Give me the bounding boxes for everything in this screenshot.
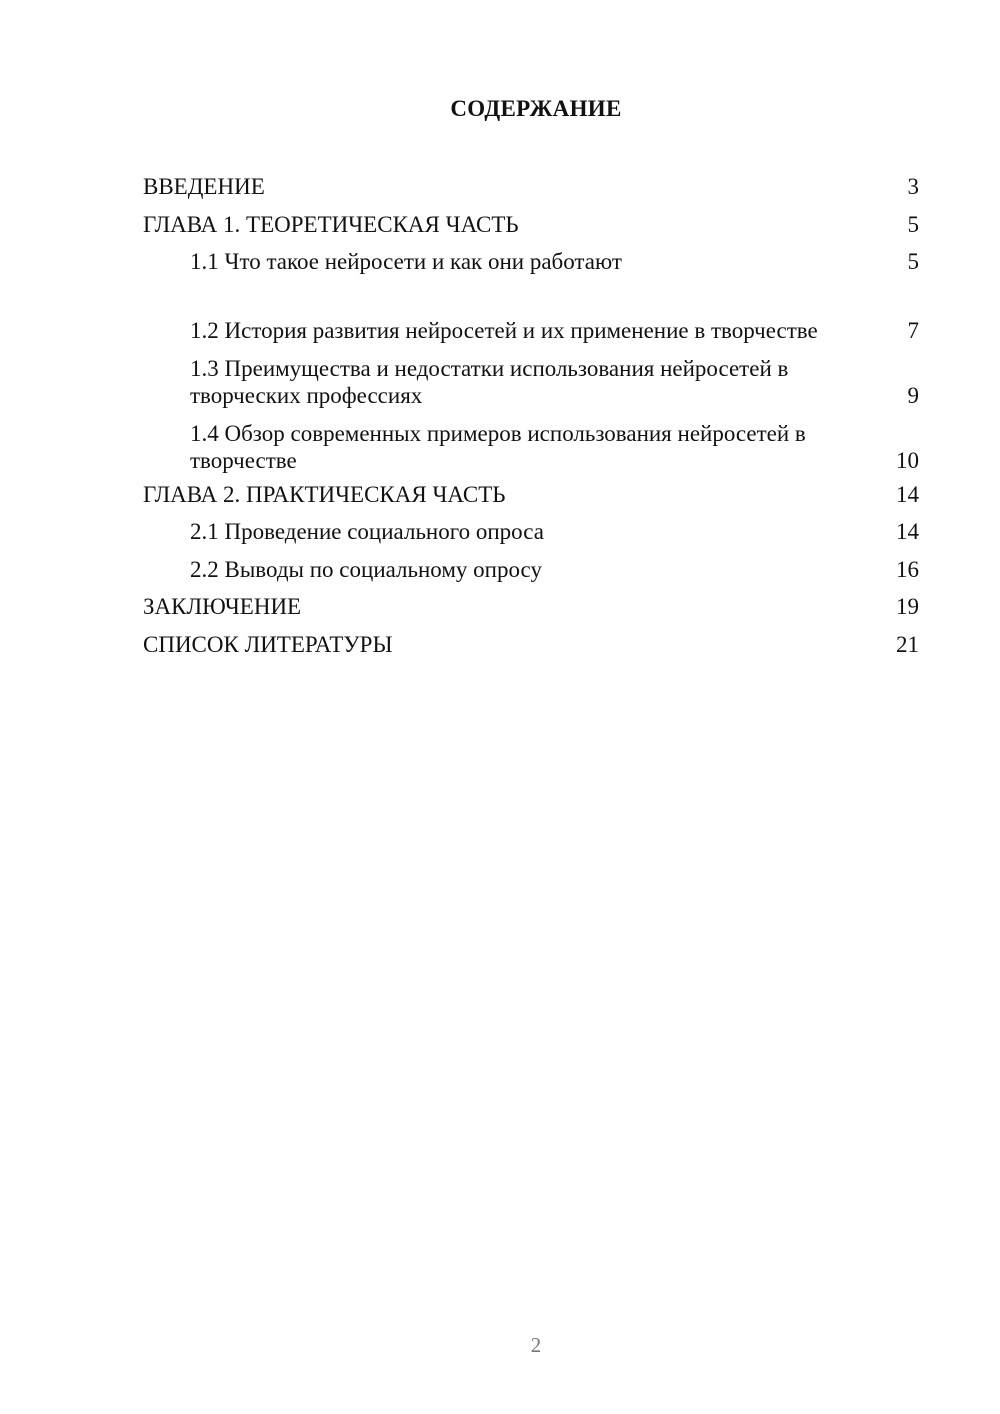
toc-entry-label: 1.4 Обзор современных примеров использования нейросетей в творчестве [190, 420, 806, 473]
toc-entry-section-2-2[interactable] [143, 551, 919, 589]
toc-entry-section-2-1[interactable] [143, 513, 919, 551]
toc-entry-page: 14 [896, 481, 919, 507]
toc-entry-label: 1.3 Преимущества и недостатки использования нейросетей в творческих профессиях [190, 355, 789, 408]
toc-entry-page: 10 [896, 448, 919, 473]
toc-entry-page: 19 [896, 594, 919, 619]
toc-entry-page: 5 [907, 211, 919, 237]
table-of-contents [143, 168, 919, 663]
toc-entry-page: 5 [907, 249, 919, 274]
toc-entry-label: ГЛАВА 1. ТЕОРЕТИЧЕСКАЯ ЧАСТЬ [143, 211, 519, 237]
toc-entry-chapter-1[interactable] [143, 206, 919, 244]
toc-entry-section-1-4[interactable] [143, 411, 919, 476]
toc-entry-section-1-1[interactable] [143, 243, 919, 281]
toc-entry-label: 1.1 Что такое нейросети и как они работают [190, 249, 622, 274]
toc-entry-label: ГЛАВА 2. ПРАКТИЧЕСКАЯ ЧАСТЬ [143, 481, 506, 507]
toc-entry-page: 3 [907, 174, 919, 199]
toc-entry-introduction[interactable] [143, 168, 919, 206]
toc-entry-label: 1.2 История развития нейросетей и их применение в творчестве [190, 318, 818, 343]
toc-entry-page: 7 [907, 318, 919, 343]
toc-entry-label: 2.2 Выводы по социальному опросу [190, 556, 542, 582]
toc-entry-section-1-3[interactable] [143, 346, 919, 411]
page-number: 2 [530, 1333, 542, 1357]
toc-entry-page: 9 [907, 383, 919, 408]
toc-entry-section-1-2[interactable] [143, 281, 919, 346]
toc-heading: СОДЕРЖАНИЕ [450, 96, 622, 121]
toc-entry-references[interactable] [143, 626, 919, 664]
toc-entry-label: 2.1 Проведение социального опроса [190, 519, 544, 544]
toc-entry-label: ВВЕДЕНИЕ [143, 174, 265, 199]
toc-entry-label: СПИСОК ЛИТЕРАТУРЫ [143, 631, 393, 657]
toc-entry-page: 21 [896, 631, 919, 657]
toc-entry-page: 14 [896, 519, 919, 544]
toc-entry-conclusion[interactable] [143, 588, 919, 626]
toc-entry-page: 16 [896, 556, 919, 582]
toc-entry-chapter-2[interactable] [143, 476, 919, 514]
toc-entry-label: ЗАКЛЮЧЕНИЕ [143, 594, 302, 619]
